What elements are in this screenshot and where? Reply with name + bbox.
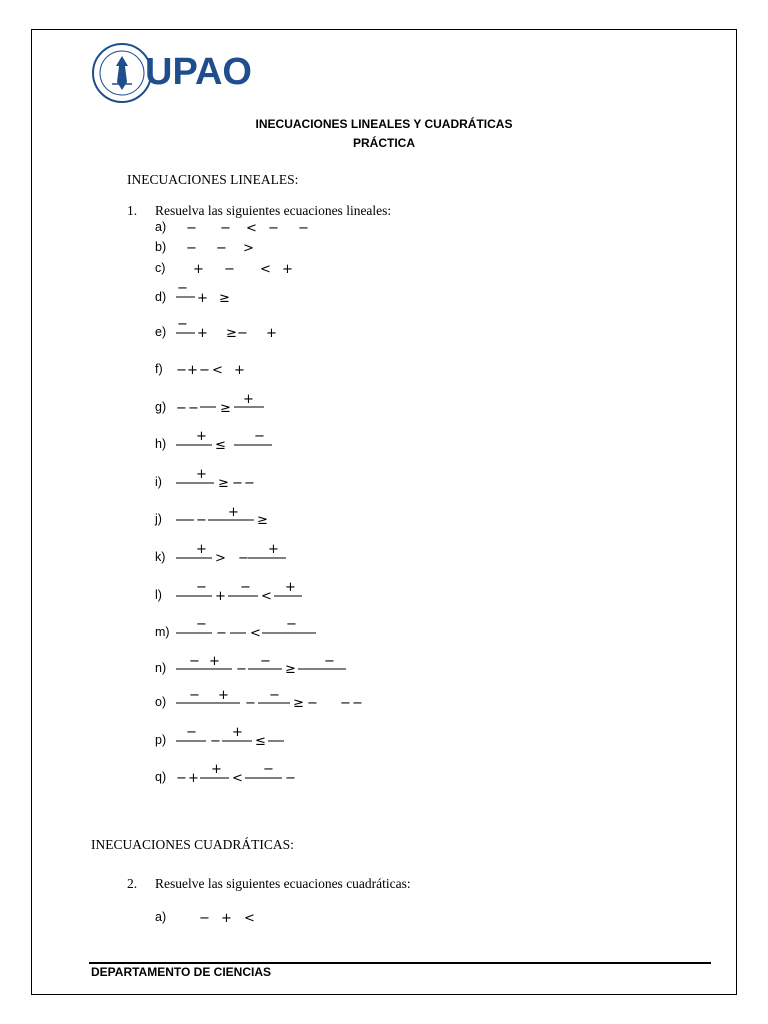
svg-text:−: − — [196, 580, 207, 595]
svg-text:−: − — [269, 688, 280, 703]
item-i: i) — [155, 475, 162, 489]
svg-text:−: − — [307, 696, 318, 711]
svg-text:+: + — [243, 392, 254, 407]
question-text-2: Resuelve las siguientes ecuaciones cuadráticas: — [155, 876, 411, 891]
svg-text:<: < — [260, 262, 271, 277]
item-l: l) — [155, 588, 162, 602]
question-number-1: 1. — [127, 203, 138, 218]
svg-text:+: + — [211, 762, 222, 777]
svg-text:+: + — [266, 326, 277, 341]
svg-text:−: − — [244, 476, 255, 491]
item-m: m) — [155, 625, 170, 639]
svg-text:−: − — [186, 241, 197, 256]
item-g: g) — [155, 400, 167, 414]
svg-text:+: + — [215, 589, 226, 604]
svg-text:−: − — [199, 911, 210, 926]
svg-text:<: < — [244, 911, 255, 926]
svg-text:−: − — [186, 725, 197, 740]
svg-text:−: − — [188, 401, 199, 416]
svg-text:≥: ≥ — [218, 476, 229, 491]
svg-text:−: − — [254, 429, 265, 444]
svg-text:−: − — [216, 241, 227, 256]
svg-text:−: − — [224, 262, 235, 277]
svg-text:+: + — [209, 654, 220, 669]
document-subtitle: PRÁCTICA — [353, 136, 415, 150]
svg-text:≤: ≤ — [255, 734, 266, 749]
svg-text:−: − — [324, 654, 335, 669]
svg-text:>: > — [215, 551, 226, 566]
svg-text:+: + — [282, 262, 293, 277]
svg-text:−: − — [352, 696, 363, 711]
svg-text:−: − — [237, 326, 248, 341]
footer-text: DEPARTAMENTO DE CIENCIAS — [91, 965, 272, 979]
svg-text:−: − — [285, 771, 296, 786]
document-title: INECUACIONES LINEALES Y CUADRÁTICAS — [255, 117, 513, 131]
question-number-2: 2. — [127, 876, 138, 891]
svg-text:−: − — [186, 221, 197, 236]
svg-text:−: − — [260, 654, 271, 669]
item-j: j) — [155, 512, 162, 526]
svg-text:−: − — [236, 662, 247, 677]
svg-text:<: < — [246, 221, 257, 236]
svg-text:−: − — [268, 221, 279, 236]
svg-text:+: + — [285, 580, 296, 595]
svg-text:+: + — [228, 505, 239, 520]
item-a: a) — [155, 220, 167, 234]
svg-text:+: + — [197, 291, 208, 306]
svg-text:−: − — [196, 513, 207, 528]
svg-text:−: − — [216, 626, 227, 641]
item-p: p) — [155, 733, 167, 747]
svg-text:≥: ≥ — [285, 662, 296, 677]
svg-text:<: < — [212, 363, 223, 378]
svg-text:≥: ≥ — [293, 696, 304, 711]
svg-text:−: − — [232, 476, 243, 491]
svg-text:−: − — [189, 654, 200, 669]
svg-text:+: + — [196, 467, 207, 482]
svg-text:−: − — [199, 363, 210, 378]
item-q: q) — [155, 770, 167, 784]
svg-text:−: − — [263, 762, 274, 777]
svg-text:−: − — [245, 696, 256, 711]
svg-text:−: − — [220, 221, 231, 236]
svg-text:−: − — [240, 580, 251, 595]
item-c: c) — [155, 261, 166, 275]
item-o: o) — [155, 695, 167, 709]
svg-text:−: − — [286, 617, 297, 632]
svg-text:≥: ≥ — [220, 401, 231, 416]
item-d: d) — [155, 290, 167, 304]
svg-text:−: − — [196, 617, 207, 632]
svg-text:+: + — [268, 542, 279, 557]
svg-text:−: − — [177, 281, 188, 296]
svg-text:+: + — [196, 429, 207, 444]
footer-divider — [89, 962, 711, 964]
svg-text:≥: ≥ — [257, 513, 268, 528]
svg-text:+: + — [187, 363, 198, 378]
question-text-1: Resuelva las siguientes ecuaciones lineales: — [155, 203, 392, 218]
svg-text:+: + — [196, 542, 207, 557]
svg-text:<: < — [261, 589, 272, 604]
item-h: h) — [155, 437, 167, 451]
svg-text:−: − — [298, 221, 309, 236]
section-heading-lineales: INECUACIONES LINEALES: — [127, 172, 299, 187]
svg-text:−: − — [176, 363, 187, 378]
section-heading-cuadraticas: INECUACIONES CUADRÁTICAS: — [91, 837, 294, 852]
svg-text:−: − — [177, 317, 188, 332]
item-f: f) — [155, 362, 163, 376]
item-n: n) — [155, 661, 167, 675]
svg-text:−: − — [189, 688, 200, 703]
item-e: e) — [155, 325, 167, 339]
svg-text:≤: ≤ — [215, 438, 226, 453]
svg-text:+: + — [197, 326, 208, 341]
svg-text:+: + — [234, 363, 245, 378]
svg-text:+: + — [188, 771, 199, 786]
svg-text:≥: ≥ — [226, 326, 237, 341]
svg-text:−: − — [210, 734, 221, 749]
svg-text:−: − — [176, 401, 187, 416]
logo-text: UPAO — [145, 51, 252, 93]
item-k: k) — [155, 550, 166, 564]
svg-text:−: − — [340, 696, 351, 711]
svg-text:≥: ≥ — [219, 291, 230, 306]
svg-text:−: − — [238, 551, 249, 566]
svg-text:+: + — [193, 262, 204, 277]
svg-text:+: + — [232, 725, 243, 740]
svg-text:+: + — [221, 911, 232, 926]
svg-text:−: − — [176, 771, 187, 786]
item-cuadratica-a: a) — [155, 910, 167, 924]
svg-text:<: < — [250, 626, 261, 641]
item-b: b) — [155, 240, 167, 254]
svg-text:>: > — [243, 241, 254, 256]
svg-text:+: + — [218, 688, 229, 703]
svg-text:<: < — [232, 771, 243, 786]
